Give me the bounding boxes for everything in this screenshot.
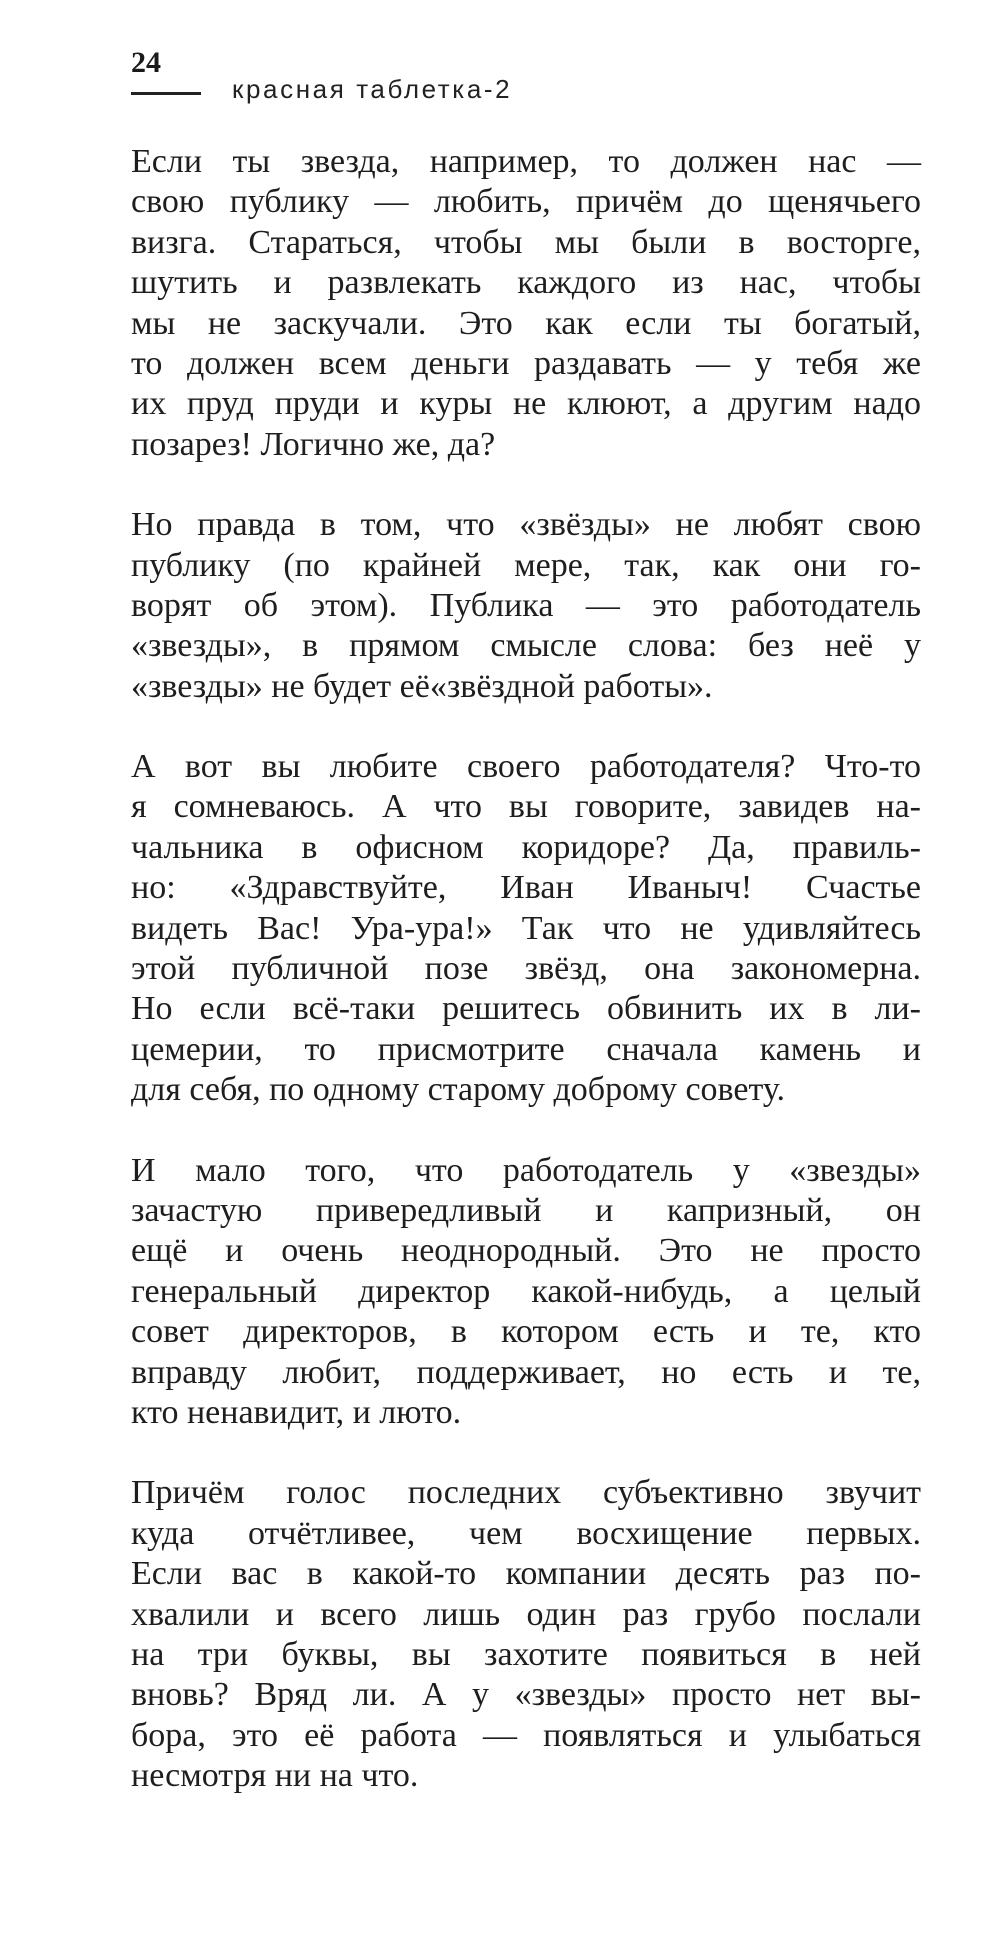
text-line: публику (по крайней мере, так, как они го- xyxy=(131,546,921,584)
text-line: видеть Вас! Ура-ура!» Так что не удивляйтесь xyxy=(131,909,921,947)
text-line: позарез! Логично же, да? xyxy=(131,425,496,463)
text-line: «звезды» не будет её«звёздной работы». xyxy=(131,667,713,705)
text-line: ещё и очень неоднородный. Это не просто xyxy=(131,1232,921,1270)
text-line: Причём голос последних субъективно звучит xyxy=(131,1474,921,1512)
text-line: вновь? Вряд ли. А у «звезды» просто нет вы- xyxy=(131,1676,921,1714)
text-line: А вот вы любите своего работодателя? Что-то xyxy=(131,748,921,786)
text-line: И мало того, что работодатель у «звезды» xyxy=(131,1151,921,1189)
paragraph xyxy=(131,142,921,465)
text-line: совет директоров, в котором есть и те, кто xyxy=(131,1313,921,1351)
text-line: этой публичной позе звёзд, она закономерна. xyxy=(131,950,921,988)
header-rule xyxy=(131,92,201,95)
text-line: кто ненавидит, и люто. xyxy=(131,1393,462,1431)
book-title: красная таблетка-2 xyxy=(232,74,513,104)
text-line: на три буквы, вы захотите появиться в ней xyxy=(131,1635,921,1673)
text-line: их пруд пруди и куры не клюют, а другим надо xyxy=(131,385,921,423)
text-line: визга. Стараться, чтобы мы были в восторге, xyxy=(131,223,921,261)
text-line: Если ты звезда, например, то должен нас — xyxy=(131,143,921,180)
paragraph xyxy=(131,1151,921,1434)
text-line: «звезды», в прямом смысле слова: без неё у xyxy=(131,627,921,665)
text-line: куда отчётливее, чем восхищение первых. xyxy=(131,1514,921,1552)
text-line: вправду любит, поддерживает, но есть и те, xyxy=(131,1353,921,1391)
text-line: для себя, по одному старому доброму совету. xyxy=(131,1071,786,1109)
text-line: то должен всем деньги раздавать — у тебя же xyxy=(131,344,921,382)
text-line: но: «Здравствуйте, Иван Иваныч! Счастье xyxy=(131,869,921,907)
text-line: несмотря ни на что. xyxy=(131,1757,419,1795)
text-line: бора, это её работа — появляться и улыбаться xyxy=(131,1716,921,1754)
text-line: хвалили и всего лишь один раз грубо послали xyxy=(131,1595,921,1633)
text-line: чальника в офисном коридоре? Да, правиль- xyxy=(131,828,921,866)
paragraph xyxy=(131,505,921,707)
text-line: генеральный директор какой-нибудь, а целый xyxy=(131,1272,921,1310)
body-text xyxy=(131,142,921,1836)
text-line: Но если всё-таки решитесь обвинить их в ли- xyxy=(131,990,921,1028)
text-line: Если вас в какой-то компании десять раз по- xyxy=(131,1555,921,1593)
page-number: 24 xyxy=(131,46,161,79)
text-line: свою публику — любить, причём до щенячьего xyxy=(131,183,921,221)
text-line: мы не заскучали. Это как если ты богатый, xyxy=(131,304,921,342)
text-line: Но правда в том, что «звёзды» не любят свою xyxy=(131,506,921,544)
text-line: ворят об этом). Публика — это работодатель xyxy=(131,586,921,624)
text-line: зачастую привередливый и капризный, он xyxy=(131,1191,921,1229)
text-line: шутить и развлекать каждого из нас, чтобы xyxy=(131,264,921,302)
running-head xyxy=(131,46,931,106)
text-line: я сомневаюсь. А что вы говорите, завидев на- xyxy=(131,788,921,826)
paragraph xyxy=(131,1473,921,1796)
text-line: цемерии, то присмотрите сначала камень и xyxy=(131,1030,921,1068)
paragraph xyxy=(131,747,921,1111)
